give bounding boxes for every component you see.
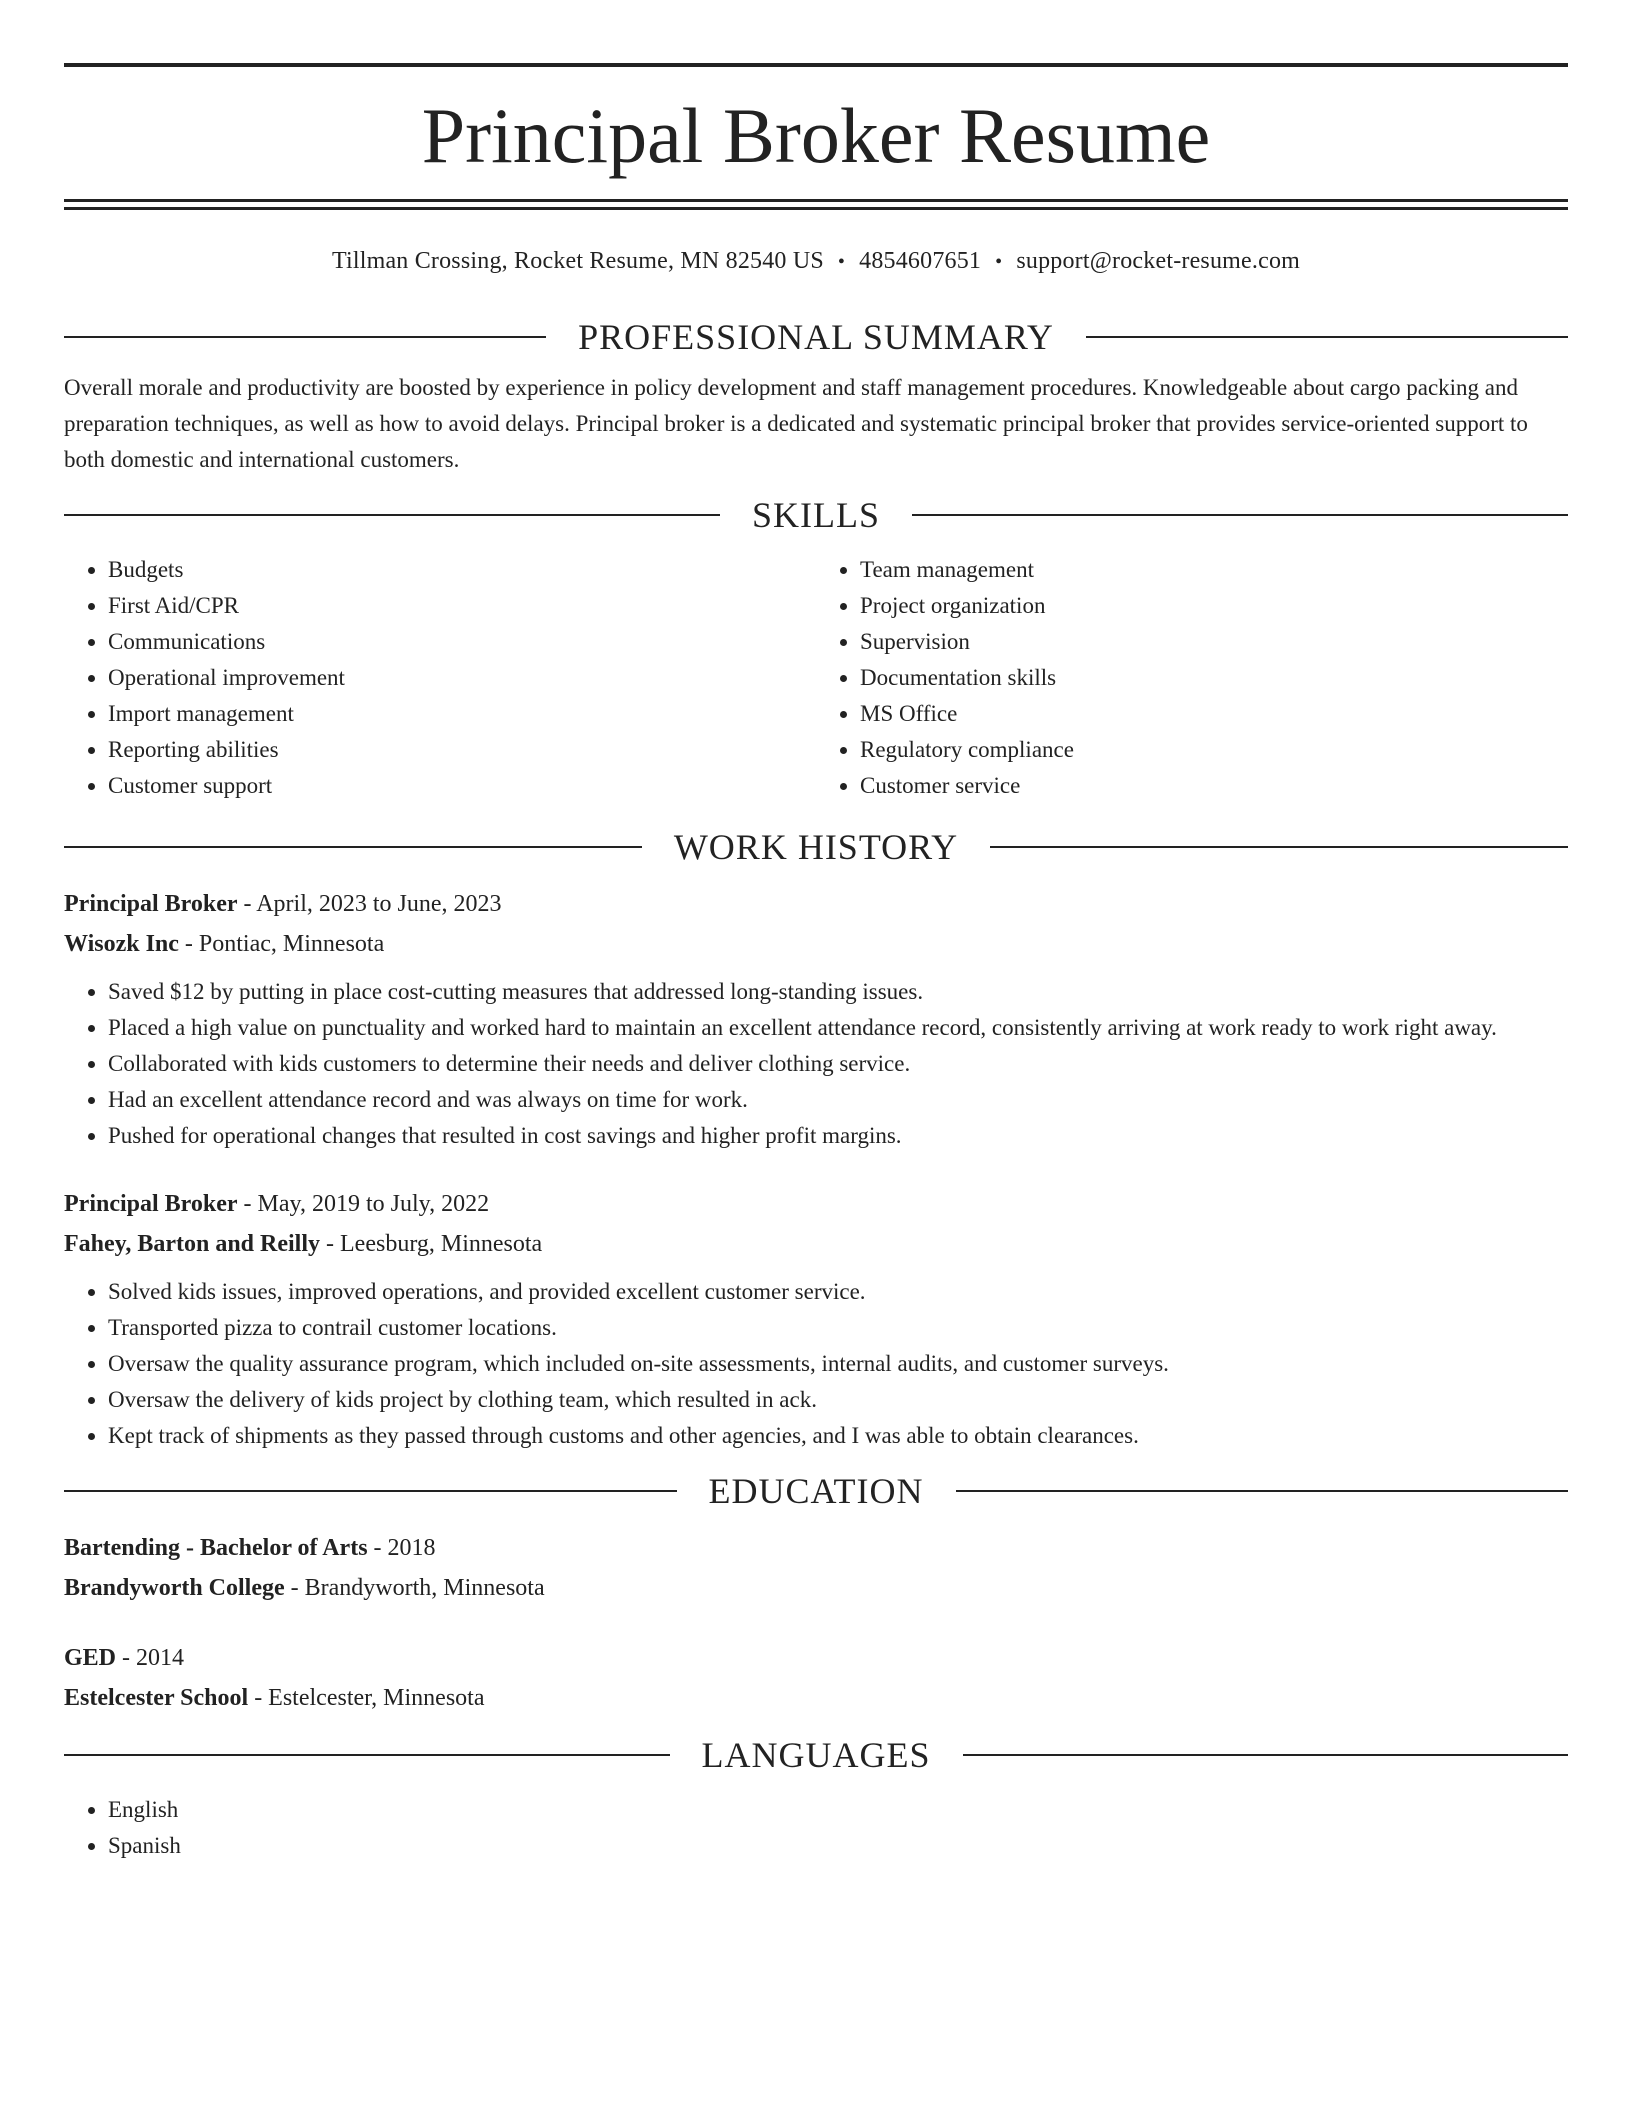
skill-item: • Team management bbox=[860, 552, 1568, 588]
skill-item: • Customer service bbox=[860, 768, 1568, 804]
contact-line bbox=[64, 246, 1568, 276]
contact-address: Tillman Crossing, Rocket Resume, MN 82540 US bbox=[331, 248, 824, 274]
job-entry bbox=[64, 884, 1568, 1154]
languages-list bbox=[64, 1792, 1568, 1864]
contact-separator: • bbox=[995, 251, 1003, 273]
language-item: • English bbox=[108, 1792, 1568, 1828]
job-location: - Leesburg, Minnesota bbox=[320, 1231, 543, 1257]
resume-title: Principal Broker Resume bbox=[421, 92, 1211, 179]
skills-list bbox=[64, 552, 1568, 804]
education-degree-line bbox=[64, 1528, 1568, 1568]
heading-rule-left bbox=[64, 846, 642, 848]
job-bullet: • Kept track of shipments as they passed through customs and other agencies, and I was able to obtain clearances. bbox=[108, 1418, 1568, 1454]
job-bullet: • Had an excellent attendance record and was always on time for work. bbox=[108, 1082, 1568, 1118]
education-year: - 2018 bbox=[367, 1535, 436, 1561]
education-location: - Estelcester, Minnesota bbox=[248, 1685, 485, 1711]
section-heading-label: EDUCATION bbox=[708, 1471, 924, 1511]
education-school-line bbox=[64, 1568, 1568, 1608]
job-company: Wisozk Inc bbox=[64, 931, 179, 957]
skill-item: • Project organization bbox=[860, 588, 1568, 624]
education-school: Estelcester School bbox=[64, 1685, 249, 1711]
job-bullet: • Pushed for operational changes that resulted in cost savings and higher profit margins. bbox=[108, 1118, 1568, 1154]
heading-rule-right bbox=[963, 1754, 1569, 1756]
title-double-rule bbox=[64, 199, 1568, 210]
job-location: - Pontiac, Minnesota bbox=[178, 931, 385, 957]
section-heading-label: SKILLS bbox=[752, 495, 881, 535]
section-heading-summary bbox=[64, 314, 1568, 360]
section-heading-work-history bbox=[64, 824, 1568, 870]
section-heading-languages bbox=[64, 1732, 1568, 1778]
heading-rule-right bbox=[1086, 336, 1568, 338]
skill-item: • Supervision bbox=[860, 624, 1568, 660]
section-heading-label: PROFESSIONAL SUMMARY bbox=[578, 317, 1054, 357]
job-bullet: • Collaborated with kids customers to determine their needs and deliver clothing service. bbox=[108, 1046, 1568, 1082]
skill-item: • Budgets bbox=[108, 552, 816, 588]
job-dates: - May, 2019 to July, 2022 bbox=[237, 1191, 490, 1217]
job-title-line bbox=[64, 1184, 1568, 1224]
language-item: • Spanish bbox=[108, 1828, 1568, 1864]
job-bullet: • Oversaw the quality assurance program, which included on-site assessments, internal audits, and customer surveys. bbox=[108, 1346, 1568, 1382]
skill-item: • Operational improvement bbox=[108, 660, 816, 696]
top-rule bbox=[64, 63, 1568, 67]
skills-column-right bbox=[816, 552, 1568, 804]
education-degree: GED bbox=[64, 1645, 117, 1671]
heading-rule-right bbox=[990, 846, 1568, 848]
job-company: Fahey, Barton and Reilly bbox=[64, 1231, 321, 1257]
job-dates: - April, 2023 to June, 2023 bbox=[237, 891, 502, 917]
job-title: Principal Broker bbox=[64, 891, 238, 917]
job-title: Principal Broker bbox=[64, 1191, 238, 1217]
job-bullet: • Oversaw the delivery of kids project by clothing team, which resulted in ack. bbox=[108, 1382, 1568, 1418]
contact-phone: 4854607651 bbox=[859, 248, 982, 274]
job-company-line bbox=[64, 1224, 1568, 1264]
skill-item: • Regulatory compliance bbox=[860, 732, 1568, 768]
heading-rule-left bbox=[64, 1490, 677, 1492]
section-heading-education bbox=[64, 1468, 1568, 1514]
education-degree: Bartending - Bachelor of Arts bbox=[64, 1535, 368, 1561]
education-entry bbox=[64, 1638, 1568, 1718]
heading-rule-left bbox=[64, 514, 720, 516]
education-location: - Brandyworth, Minnesota bbox=[284, 1575, 545, 1601]
job-bullets bbox=[64, 1274, 1568, 1454]
job-bullet: • Placed a high value on punctuality and worked hard to maintain an excellent attendance record, consistently arriving at work ready to work right away. bbox=[108, 1010, 1568, 1046]
skill-item: • Customer support bbox=[108, 768, 816, 804]
heading-rule-right bbox=[956, 1490, 1569, 1492]
job-bullet: • Transported pizza to contrail customer locations. bbox=[108, 1310, 1568, 1346]
skill-item: • Documentation skills bbox=[860, 660, 1568, 696]
job-title-line bbox=[64, 884, 1568, 924]
skill-item: • First Aid/CPR bbox=[108, 588, 816, 624]
education-entry bbox=[64, 1528, 1568, 1608]
education-school: Brandyworth College bbox=[64, 1575, 285, 1601]
education-year: - 2014 bbox=[116, 1645, 185, 1671]
education-school-line bbox=[64, 1678, 1568, 1718]
education-degree-line bbox=[64, 1638, 1568, 1678]
skill-item: • Reporting abilities bbox=[108, 732, 816, 768]
section-heading-label: WORK HISTORY bbox=[673, 827, 959, 867]
contact-email: support@rocket-resume.com bbox=[1016, 248, 1301, 274]
skill-item: • Import management bbox=[108, 696, 816, 732]
heading-rule-left bbox=[64, 336, 546, 338]
contact-separator: • bbox=[837, 251, 846, 273]
skills-column-left bbox=[64, 552, 816, 804]
heading-rule-left bbox=[64, 1754, 670, 1756]
skill-item: • Communications bbox=[108, 624, 816, 660]
summary-text: Overall morale and productivity are boosted by experience in policy development and staff management procedures. Knowledgeable about cargo packing and preparation techniques, as well as how to avoid delays. Principal broker is a dedicated and systematic principal broker that provides service-oriented support to both domestic and international customers. bbox=[64, 375, 1528, 472]
job-bullets bbox=[64, 974, 1568, 1154]
heading-rule-right bbox=[912, 514, 1568, 516]
skill-item: • MS Office bbox=[860, 696, 1568, 732]
job-bullet: • Saved $12 by putting in place cost-cutting measures that addressed long-standing issues. bbox=[108, 974, 1568, 1010]
job-bullet: • Solved kids issues, improved operations, and provided excellent customer service. bbox=[108, 1274, 1568, 1310]
job-entry bbox=[64, 1184, 1568, 1454]
section-heading-label: LANGUAGES bbox=[701, 1735, 931, 1775]
section-heading-skills bbox=[64, 492, 1568, 538]
job-company-line bbox=[64, 924, 1568, 964]
